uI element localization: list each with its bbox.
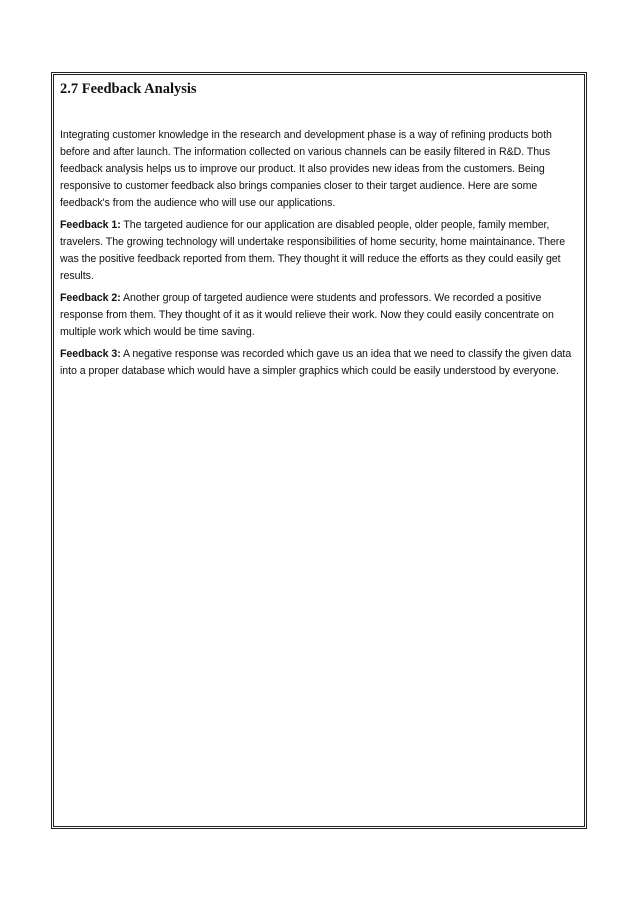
feedback-3-paragraph xyxy=(60,346,578,380)
document-content xyxy=(60,79,578,380)
feedback-2-paragraph xyxy=(60,290,578,341)
feedback-3-text: A negative response was recorded which gave us an idea that we need to classify the given data into a proper database which would have a simpler graphics which could be easily understood by everyone. xyxy=(60,348,572,377)
feedback-1-text: The targeted audience for our application are disabled people, older people, family member, travelers. The growing technology will undertake responsibilities of home security, home maintainance. There was the positive feedback reported from them. They thought it will reduce the efforts as they could easily get results. xyxy=(60,219,566,282)
feedback-1-label: Feedback 1: xyxy=(60,219,121,231)
feedback-1-paragraph xyxy=(60,217,578,285)
feedback-3-label: Feedback 3: xyxy=(60,348,121,360)
section-title: 2.7 Feedback Analysis xyxy=(60,81,197,97)
feedback-2-label: Feedback 2: xyxy=(60,292,121,304)
feedback-2-text: Another group of targeted audience were students and professors. We recorded a positive response from them. They thought of it as it would relieve their work. Now they could easily concentrate on multiple work which would be time saving. xyxy=(60,292,554,338)
document-frame xyxy=(51,72,587,829)
intro-paragraph: Integrating customer knowledge in the research and development phase is a way of refining products both before and after launch. The information collected on various channels can be easily filtered in R&D. Thus feedback analysis helps us to improve our product. It also provides new ideas from the customers. Being responsive to customer feedback also brings companies closer to their target audience. Here are some feedback's from the audience who will use our applications. xyxy=(60,129,552,209)
